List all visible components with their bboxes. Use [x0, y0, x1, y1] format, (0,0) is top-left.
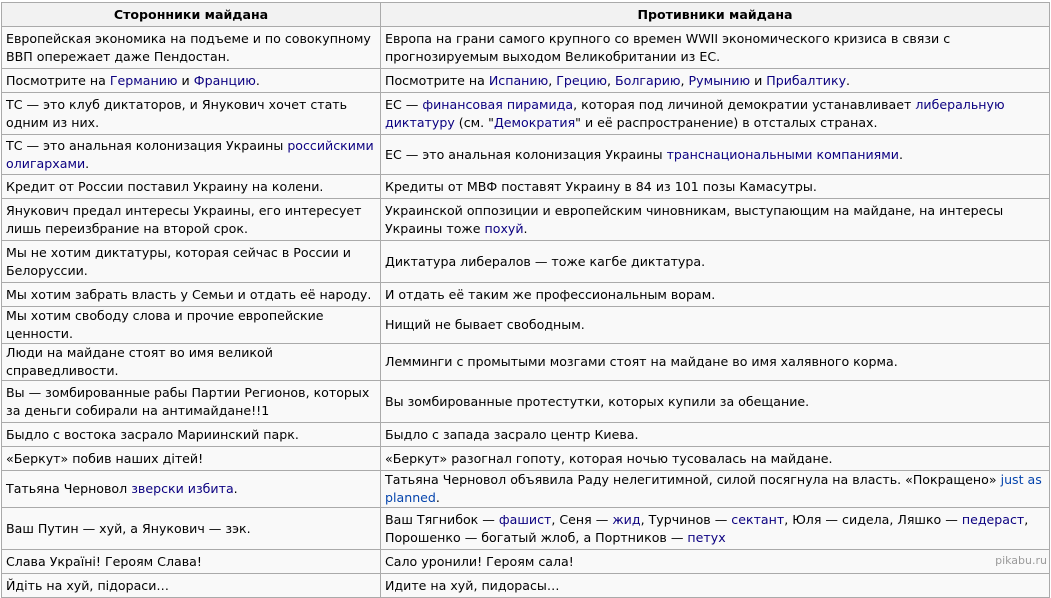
- supporters-cell: [2, 175, 381, 199]
- cell-text: и: [750, 72, 767, 88]
- table-row: [2, 508, 1050, 550]
- cell-text: Мы хотим забрать власть у Семьи и отдать её народу.: [6, 286, 372, 302]
- supporters-cell: [2, 307, 381, 344]
- cell-text: Слава Україні! Героям Слава!: [6, 553, 202, 569]
- wiki-link[interactable]: педераст: [961, 511, 1025, 527]
- table-row: [2, 27, 1050, 69]
- wiki-link[interactable]: фашист: [498, 511, 552, 527]
- table-row: [2, 344, 1050, 381]
- cell-text: ЕС —: [385, 96, 423, 112]
- cell-text: , Турчинов —: [640, 511, 732, 527]
- opponents-cell: [381, 508, 1050, 550]
- cell-text: Ваш Тягнибок —: [385, 511, 499, 527]
- wiki-link[interactable]: российскими олигархами: [6, 137, 374, 171]
- cell-text: Лемминги с промытыми мозгами стоят на майдане во имя халявного корма.: [385, 354, 898, 369]
- opponents-cell: [381, 423, 1050, 447]
- cell-text: , Порошенко — богатый жлоб, а Портников —: [385, 511, 1029, 545]
- header-supporters: Сторонники майдана: [2, 3, 381, 27]
- table-row: [2, 423, 1050, 447]
- cell-text: «Беркут» разогнал гопоту, которая ночью тусовалась на майдане.: [385, 450, 833, 466]
- cell-text: " и её распространение) в отсталых странах.: [575, 114, 878, 130]
- table-row: [2, 69, 1050, 93]
- opponents-cell: [381, 381, 1050, 423]
- opponents-cell: [381, 550, 1050, 574]
- supporters-cell: [2, 471, 381, 508]
- wiki-link[interactable]: Демократия: [493, 114, 576, 130]
- cell-text: Европа на грани самого крупного со времен WWII экономического кризиса в связи с прогнозируемым выходом Великобритании из ЕС.: [385, 30, 951, 64]
- opponents-cell: [381, 307, 1050, 344]
- wiki-link[interactable]: финансовая пирамида: [422, 96, 574, 112]
- supporters-cell: [2, 344, 381, 381]
- cell-text: Сало уронили! Героям сала!: [385, 553, 574, 569]
- cell-text: .: [523, 220, 528, 236]
- cell-text: Люди на майдане стоят во имя великой справедливости.: [6, 345, 273, 378]
- wiki-link[interactable]: жид: [612, 511, 641, 527]
- wiki-link[interactable]: петух: [687, 529, 726, 545]
- cell-text: Диктатура либералов — тоже кагбе диктатура.: [385, 253, 706, 269]
- wiki-link[interactable]: Прибалтику: [766, 72, 847, 88]
- supporters-cell: [2, 550, 381, 574]
- cell-text: Нищий не бывает свободным.: [385, 317, 585, 332]
- table-row: [2, 175, 1050, 199]
- cell-text: , которая под личиной демократии устанавливает: [573, 96, 916, 112]
- comparison-table: [1, 2, 1050, 598]
- cell-text: ,: [680, 72, 689, 88]
- cell-text: (см. ": [454, 114, 494, 130]
- wiki-link[interactable]: Болгарию: [615, 72, 681, 88]
- cell-text: «Беркут» побив наших дітей!: [6, 450, 204, 466]
- cell-text: И отдать её таким же профессиональным ворам.: [385, 286, 716, 302]
- opponents-cell: [381, 93, 1050, 135]
- opponents-cell: [381, 344, 1050, 381]
- supporters-cell: [2, 447, 381, 471]
- table-row: [2, 135, 1050, 175]
- cell-text: Идите на хуй, пидорасы…: [385, 577, 560, 593]
- cell-text: Ваш Путин — хуй, а Янукович — зэк.: [6, 520, 251, 536]
- table-row: [2, 241, 1050, 283]
- supporters-cell: [2, 241, 381, 283]
- wiki-link[interactable]: Испанию: [488, 72, 549, 88]
- wiki-link[interactable]: Францию: [193, 72, 256, 88]
- supporters-cell: [2, 199, 381, 241]
- supporters-cell: [2, 423, 381, 447]
- table-row: [2, 381, 1050, 423]
- table-row: [2, 283, 1050, 307]
- cell-text: .: [435, 490, 440, 505]
- opponents-cell: [381, 447, 1050, 471]
- cell-text: Украинской оппозиции и европейским чиновникам, выступающим на майдане, на интересы Украины тоже: [385, 202, 1004, 236]
- opponents-cell: [381, 283, 1050, 307]
- cell-text: , Юля — сидела, Ляшко —: [784, 511, 962, 527]
- cell-text: Быдло с востока засрало Мариинский парк.: [6, 426, 299, 442]
- cell-text: Мы хотим свободу слова и прочие европейские ценности.: [6, 308, 324, 341]
- cell-text: Вы зомбированные протестутки, которых купили за обещание.: [385, 393, 810, 409]
- wiki-link[interactable]: Грецию: [556, 72, 607, 88]
- opponents-cell: [381, 471, 1050, 508]
- header-opponents: Противники майдана: [381, 3, 1050, 27]
- cell-text: ,: [548, 72, 557, 88]
- wiki-link[interactable]: Германию: [109, 72, 178, 88]
- table-row: [2, 471, 1050, 508]
- cell-text: ,: [607, 72, 616, 88]
- cell-text: и: [177, 72, 194, 88]
- cell-text: Кредит от России поставил Украину на колени.: [6, 178, 324, 194]
- wiki-link[interactable]: Румынию: [688, 72, 751, 88]
- cell-text: Татьяна Черновол объявила Раду нелегитимной, силой посягнула на власть. «Покращено»: [385, 472, 1001, 487]
- supporters-cell: [2, 508, 381, 550]
- supporters-cell: [2, 27, 381, 69]
- cell-text: , Сеня —: [551, 511, 613, 527]
- cell-text: Вы — зомбированные рабы Партии Регионов, которых за деньги собирали на антимайдане!!1: [6, 384, 370, 418]
- supporters-cell: [2, 93, 381, 135]
- wiki-link[interactable]: транснациональными компаниями: [666, 146, 899, 162]
- cell-text: ЕС — это анальная колонизация Украины: [385, 146, 667, 162]
- opponents-cell: [381, 175, 1050, 199]
- cell-text: Янукович предал интересы Украины, его интересует лишь переизбрание на второй срок.: [6, 202, 362, 236]
- cell-text: Мы не хотим диктатуры, которая сейчас в России и Белоруссии.: [6, 244, 351, 278]
- supporters-cell: [2, 283, 381, 307]
- header-row: [2, 3, 1050, 27]
- cell-text: Быдло с запада засрало центр Киева.: [385, 426, 639, 442]
- table-row: [2, 199, 1050, 241]
- cell-text: .: [233, 481, 238, 496]
- table-row: [2, 307, 1050, 344]
- wiki-link[interactable]: зверски избита: [131, 481, 234, 496]
- opponents-cell: [381, 135, 1050, 175]
- opponents-cell: [381, 27, 1050, 69]
- wiki-link[interactable]: похуй: [484, 220, 524, 236]
- opponents-cell: [381, 574, 1050, 598]
- cell-text: Посмотрите на: [385, 72, 489, 88]
- cell-text: .: [255, 72, 260, 88]
- cell-text: Кредиты от МВФ поставят Украину в 84 из 101 позы Камасутры.: [385, 178, 817, 194]
- cell-text: Йдіть на хуй, підораси…: [6, 577, 169, 593]
- supporters-cell: [2, 69, 381, 93]
- supporters-cell: [2, 381, 381, 423]
- supporters-cell: [2, 135, 381, 175]
- wiki-link[interactable]: сектант: [731, 511, 785, 527]
- table-row: [2, 447, 1050, 471]
- cell-text: Татьяна Черновол: [6, 481, 132, 496]
- cell-text: Европейская экономика на подъеме и по совокупному ВВП опережает даже Пендостан.: [6, 30, 371, 64]
- opponents-cell: [381, 199, 1050, 241]
- table-row: [2, 574, 1050, 598]
- wiki-link[interactable]: либеральную диктатуру: [385, 96, 1005, 130]
- cell-text: Посмотрите на: [6, 72, 110, 88]
- cell-text: ТС — это клуб диктаторов, и Янукович хочет стать одним из них.: [6, 96, 348, 130]
- cell-text: .: [898, 146, 903, 162]
- opponents-cell: [381, 241, 1050, 283]
- table-row: [2, 550, 1050, 574]
- opponents-cell: [381, 69, 1050, 93]
- table-row: [2, 93, 1050, 135]
- wiki-link[interactable]: just as planned: [385, 472, 1042, 505]
- table-body: [2, 27, 1050, 598]
- cell-text: .: [85, 155, 90, 171]
- supporters-cell: [2, 574, 381, 598]
- cell-text: .: [846, 72, 851, 88]
- cell-text: ТС — это анальная колонизация Украины: [6, 137, 288, 153]
- watermark: pikabu.ru: [995, 554, 1047, 567]
